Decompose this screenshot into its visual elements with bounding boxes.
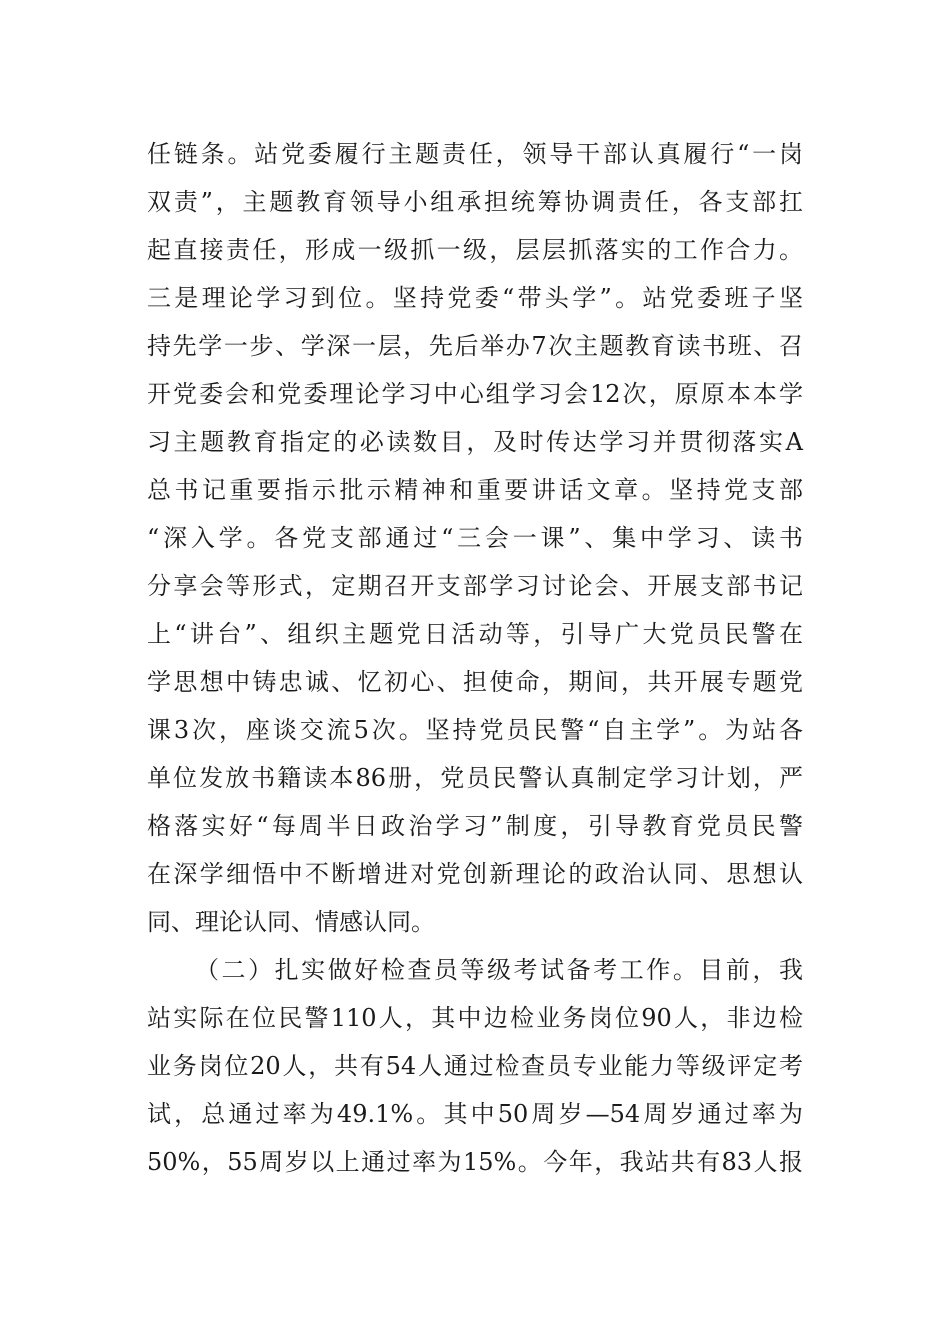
text-line-6: 开党委会和党委理论学习中心组学习会12次，原原本本学 xyxy=(147,380,803,408)
text-line-11: 上“讲台”、组织主题党日活动等，引导广大党员民警在 xyxy=(147,620,803,648)
text-line-22: 50%，55周岁以上通过率为15%。今年，我站共有83人报 xyxy=(147,1148,803,1176)
text-line-7: 习主题教育指定的必读数目，及时传达学习并贯彻落实A xyxy=(147,428,803,456)
text-line-5: 持先学一步、学深一层，先后举办7次主题教育读书班、召 xyxy=(147,332,803,360)
text-line-3: 起直接责任，形成一级抓一级，层层抓落实的工作合力。 xyxy=(147,236,803,264)
text-line-1: 任链条。站党委履行主题责任，领导干部认真履行“一岗 xyxy=(147,140,803,168)
text-line-17: 同、理论认同、情感认同。 xyxy=(147,908,435,936)
text-line-4: 三是理论学习到位。坚持党委“带头学”。站党委班子坚 xyxy=(147,284,803,312)
text-line-20: 业务岗位20人，共有54人通过检查员专业能力等级评定考 xyxy=(147,1052,803,1080)
text-line-16: 在深学细悟中不断增进对党创新理论的政治认同、思想认 xyxy=(147,860,803,888)
text-line-10: 分享会等形式，定期召开支部学习讨论会、开展支部书记 xyxy=(147,572,803,600)
text-line-18: （二）扎实做好检查员等级考试备考工作。目前，我 xyxy=(195,956,803,984)
text-line-15: 格落实好“每周半日政治学习”制度，引导教育党员民警 xyxy=(147,812,803,840)
text-line-19: 站实际在位民警110人，其中边检业务岗位90人，非边检 xyxy=(147,1004,803,1032)
text-line-13: 课3次，座谈交流5次。坚持党员民警“自主学”。为站各 xyxy=(147,716,803,744)
text-line-2: 双责”，主题教育领导小组承担统筹协调责任，各支部扛 xyxy=(147,188,803,216)
text-line-8: 总书记重要指示批示精神和重要讲话文章。坚持党支部 xyxy=(147,476,803,504)
text-line-14: 单位发放书籍读本86册，党员民警认真制定学习计划，严 xyxy=(147,764,803,792)
text-line-9: “深入学。各党支部通过“三会一课”、集中学习、读书 xyxy=(147,524,803,552)
text-line-12: 学思想中铸忠诚、忆初心、担使命，期间，共开展专题党 xyxy=(147,668,803,696)
text-line-21: 试，总通过率为49.1%。其中50周岁—54周岁通过率为 xyxy=(147,1100,803,1128)
